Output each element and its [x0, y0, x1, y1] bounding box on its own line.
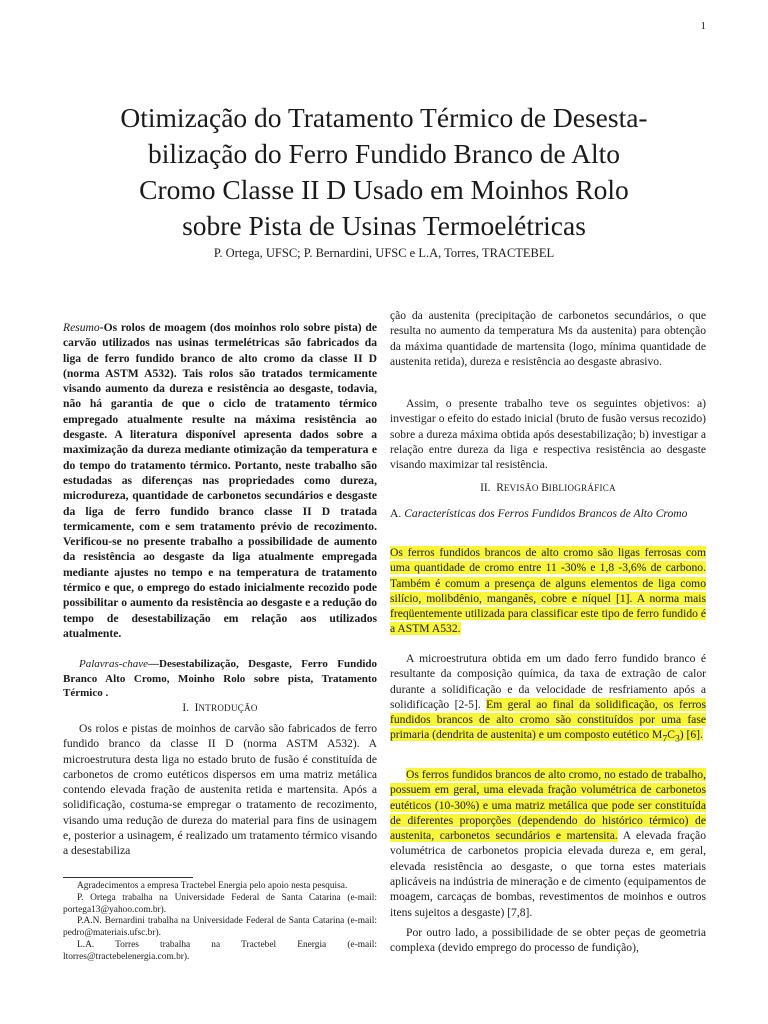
text-highlight: Em geral ao final da solidificação, os ferros fundidos brancos de alto cromo são constituídos por uma fase primaria (dendrita de austenita) e um composto eutético $M_7C_3$) [6].: [390, 697, 706, 745]
footnote: Agradecimentos a empresa Tractebel Energia pelo apoio nesta pesquisa.: [77, 881, 348, 891]
footnote: P.A.N. Bernardini trabalha na Universidade Federal de Santa Catarina (e-mail: pedro@materiais.ufsc.br).: [63, 916, 377, 939]
subsection-heading: A. Características dos Ferros Fundidos Brancos de Alto Cromo: [390, 507, 688, 520]
paragraph: ção da austenita (precipitação de carbonetos secundários, o que resulta no aumento da temperatura Ms da austenita) para obtenção da máxima quantidade de martensita (logo, mínima quantidade de austenita retida), dureza e resistência ao desgaste abrasivo.: [390, 309, 706, 368]
title-line: Otimização do Tratamento Térmico de Desesta-: [120, 102, 648, 133]
abstract-text: -Os rolos de moagem (dos moinhos rolo sobre pista) de carvão utilizados nas usinas termelétricas são fabricados da liga de ferro fundido branco de alto cromo da classe II D (norma ASTM A532). Tais rolos são tratados termicamente visando aumento da dureza e resistência ao desgaste, todavia, não há garantia de que o ciclo de tratamento térmico empregado atualmente resulte na máxima resistência ao desgaste. A literatura disponível apresenta dados sobre a maximização da dureza mediante otimização da temperatura e do tempo do tratamento térmico. Portanto, neste trabalho são estudadas as diferenças nas propriedades como dureza, microdureza, quantidade de carbonetos secundários e desgaste da liga de ferro fundido branco classe II D tratada termicamente, com e sem tratamento prévio de recozimento. Verificou-se no presente trabalho a possibilidade de aumento da resistência ao desgaste da liga atualmente empregada mediante ajustes no tempo e na temperatura de tratamento térmico e que, o emprego do estado inicialmente recozido pode possibilitar o aumento da resistência ao desgaste e a redução do tempo de desestabilização em relação aos utilizados atualmente.: [63, 321, 377, 640]
author-list: P. Ortega, UFSC; P. Bernardini, UFSC e L.A, Torres, TRACTEBEL: [213, 246, 555, 260]
keywords: [63, 657, 377, 701]
highlighted-paragraph: [390, 545, 706, 637]
paragraph: Assim, o presente trabalho teve os seguintes objetivos: a) investigar o efeito do estado inicial (bruto de fusão versus recozido) sobre a dureza máxima obtida após desestabilização; b) investigar a relação entre dureza da liga e respectiva resistência ao desgaste visando maximizar tal resistência.: [390, 397, 706, 472]
section-heading-literature-review: II. REVISÃO BIBLIOGRÁFICA: [480, 482, 616, 494]
text-highlight: Os ferros fundidos brancos de alto cromo, no estado de trabalho, possuem em geral, uma elevada fração volumétrica de carbonetos eutéticos (10-30%) e uma matriz metálica que pode ser constituída de diferentes proporções (dependendo do histórico térmico) de austenita, carbonetos secundários e martensita.: [390, 768, 706, 843]
keywords-lead: Palavras-chave: [79, 658, 149, 670]
footnote: P. Ortega trabalha na Universidade Federal de Santa Catarina (e-mail: portega13@yahoo.com.br).: [63, 892, 377, 915]
abstract: [63, 320, 377, 641]
title-line: bilização do Ferro Fundido Branco de Alto: [148, 138, 620, 169]
abstract-lead: Resumo: [63, 321, 100, 334]
section-heading-introduction: I. INTRODUÇÃO: [182, 702, 258, 714]
introduction-paragraph: Os rolos e pistas de moinhos de carvão são fabricados de ferro fundido branco da classe II D (norma ASTM A532). A microestrutura desta liga no estado bruto de fusão é constituída de carbonetos de cromo eutéticos dispersos em uma matriz metálica contendo elevada fração de austenita retida e martensita. Após a solidificação, costuma-se empregar o tratamento de recozimento, visando uma redução de dureza do material para fins de usinagem e, posterior a usinagem, é realizado um tratamento térmico visando a desestabiliza: [63, 722, 377, 858]
keywords-text: —Desestabilização, Desgaste, Ferro Fundido Branco Alto Cromo, Moinho Rolo sobre pista, Tratamento Térmico .: [63, 658, 377, 700]
paragraph: A microestrutura obtida em um dado ferro fundido branco é resultante da composição química, da taxa de extração de calor durante a solidificação e da velocidade de resfriamento após a solidificação [2-5]. Em geral ao final da solidificação, os ferros fundidos brancos de alto cromo são constituídos por uma fase primaria (dendrita de austenita) e um composto eutético $M_7C_3$) [6].: [390, 652, 706, 745]
title-line: Cromo Classe II D Usado em Moinhos Rolo: [139, 174, 629, 205]
paragraph: Por outro lado, a possibilidade de se obter peças de geometria complexa (devido emprego do processo de fundição),: [390, 926, 706, 955]
text-highlight: Os ferros fundidos brancos de alto cromo são ligas ferrosas com uma quantidade de cromo entre 11 -30% e 1,8 -3,6% de carbono. Também é comum a presença de alguns elementos de liga como silício, molibdênio, manganês, cobre e níquel [1]. A norma mais freqüentemente utilizada para classificar este tipo de ferro fundido é a ASTM A532.: [390, 546, 706, 636]
footnote-divider: [63, 877, 193, 878]
footnote: L.A. Torres trabalha na Tractebel Energia (e-mail: ltorres@tractebelenergia.com.br).: [63, 939, 377, 962]
paragraph: Os ferros fundidos brancos de alto cromo, no estado de trabalho, possuem em geral, uma elevada fração volumétrica de carbonetos eutéticos (10-30%) e uma matriz metálica que pode ser constituída de diferentes proporções (dependendo do histórico térmico) de austenita, carbonetos secundários e martensita. A elevada fração volumétrica de carbonetos propicia elevada dureza e, em geral, elevada resistência ao desgaste, o que torna estes materiais aplicáveis na indústria de mineração e de cimento (equipamentos de moagem, carcaças de bombas, revestimentos de moinhos e outros itens sujeitos a desgaste) [7,8].: [390, 768, 706, 919]
footnotes: [63, 881, 377, 964]
title-line: sobre Pista de Usinas Termoelétricas: [182, 210, 586, 241]
paper-title: [60, 100, 708, 244]
page-number: 1: [700, 20, 706, 32]
